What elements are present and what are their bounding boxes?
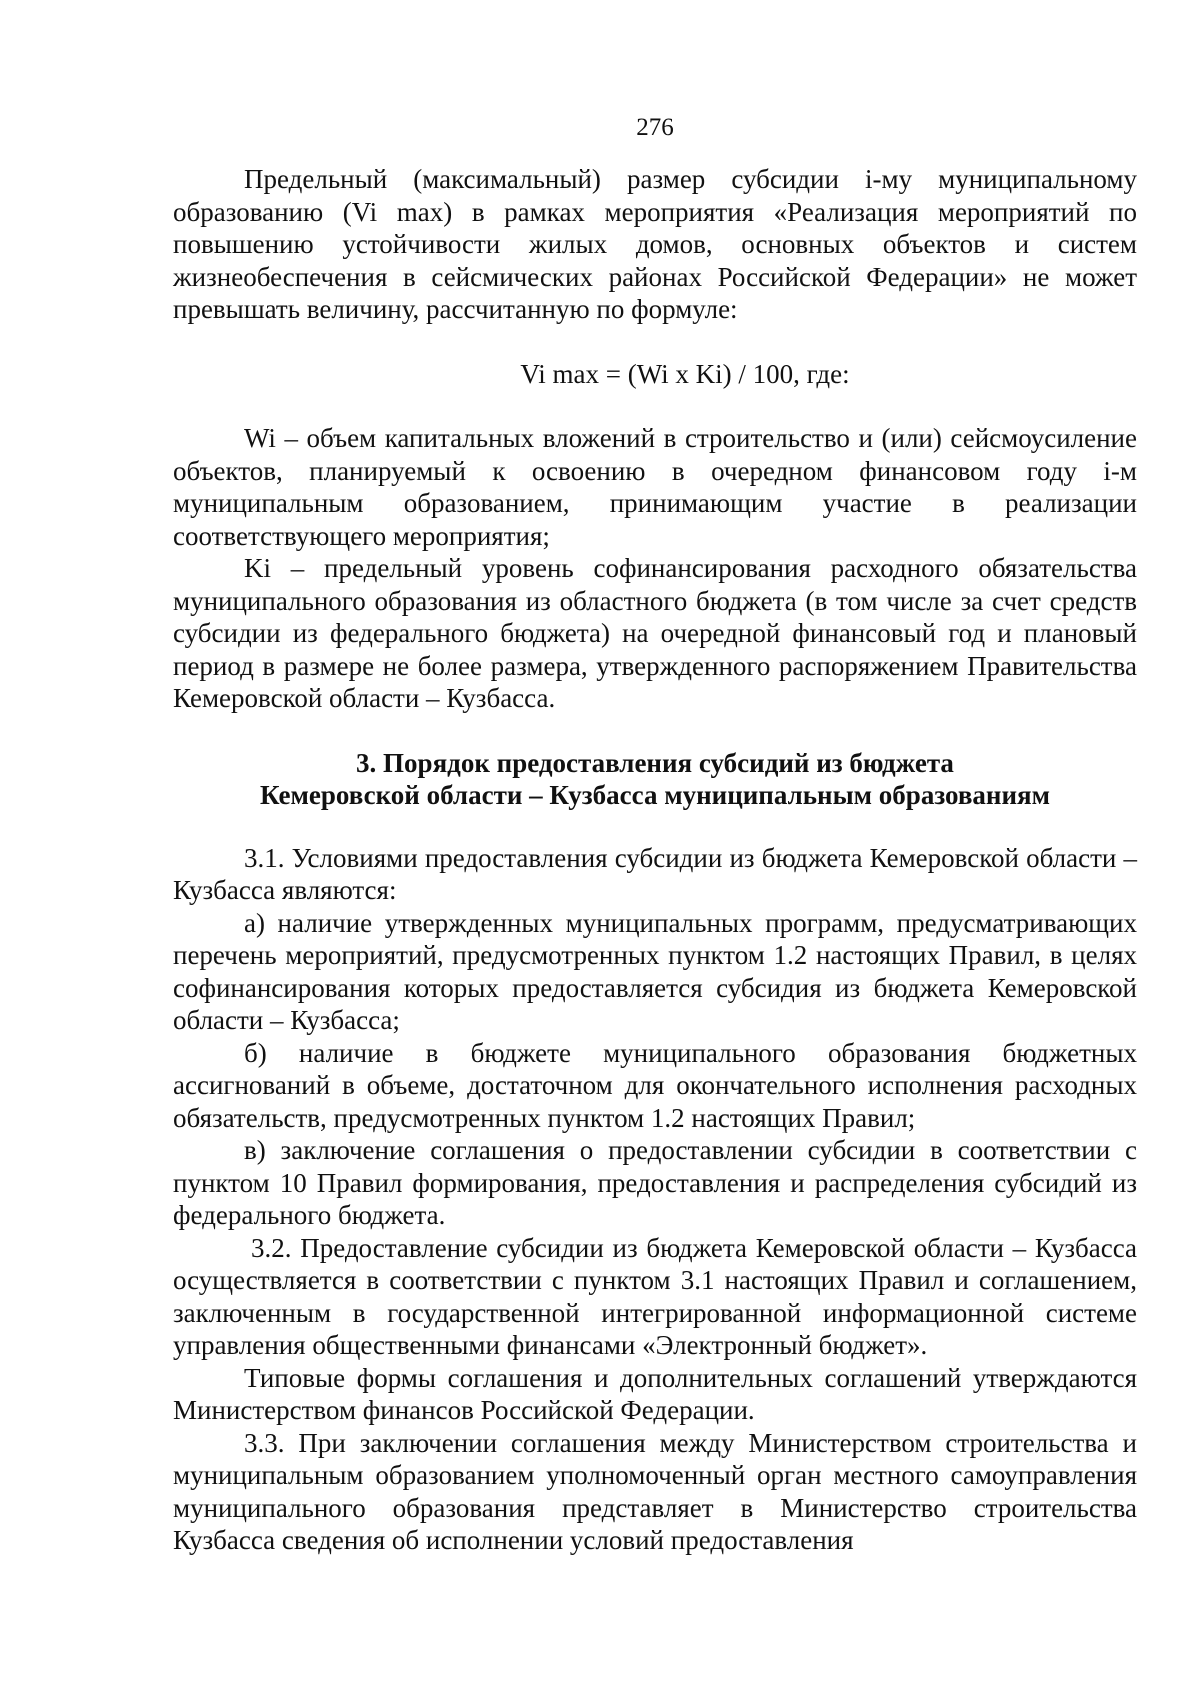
section-heading [173,747,1137,812]
section-heading-line1: 3. Порядок предоставления субсидий из бюджета [356,747,954,778]
clause-3-1-b: б) наличие в бюджете муниципального образования бюджетных ассигнований в объеме, достаточном для окончательного исполнения расходных обязательств, предусмотренных пунктом 1.2 настоящих Правил; [173,1037,1137,1133]
page-number: 276 [636,114,674,141]
clause-3-3: 3.3. При заключении соглашения между Министерством строительства и муниципальным образованием уполномоченный орган местного самоуправления муниципального образования представляет в Министерство строительства Кузбасса сведения об исполнении условий предоставления [173,1427,1137,1555]
document-body [173,163,1137,1557]
clause-3-1-c: в) заключение соглашения о предоставлении субсидии в соответствии с пунктом 10 Правил формирования, предоставления и распределения субсидий из федерального бюджета. [173,1135,1137,1230]
clause-3-1-a: а) наличие утвержденных муниципальных программ, предусматривающих перечень мероприятий, предусмотренных пунктом 1.2 настоящих Правил, в целях софинансирования которых предоставляется субсидия из бюджета Кемеровской области – Кузбасса; [173,907,1137,1035]
intro-paragraph: Предельный (максимальный) размер субсидии i-му муниципальному образованию (Vi max) в рамках мероприятия «Реализация мероприятий по повышению устойчивости жилых домов, основных объектов и систем жизнеобеспечения в сейсмических районах Российской Федерации» не может превышать величину, рассчитанную по формуле: [173,164,1137,324]
definition-ki: Ki – предельный уровень софинансирования расходного обязательства муниципального образования из областного бюджета (в том числе за счет средств субсидии из федерального бюджета) на очередной финансовый год и плановый период в размере не более размера, утвержденного распоряжением Правительства Кемеровской области – Кузбасса. [173,553,1137,713]
clause-3-2: 3.2. Предоставление субсидии из бюджета Кемеровской области – Кузбасса осуществляется в соответствии с пунктом 3.1 настоящих Правил и соглашением, заключенным в государственной интегрированной информационной системе управления общественными финансами «Электронный бюджет». [173,1232,1137,1360]
clause-3-2-forms: Типовые формы соглашения и дополнительных соглашений утверждаются Министерством финансов Российской Федерации. [173,1362,1137,1425]
definition-wi: Wi – объем капитальных вложений в строительство и (или) сейсмоусиление объектов, планируемый к освоению в очередном финансовом году i-м муниципальным образованием, принимающим участие в реализации соответствующего мероприятия; [173,423,1137,551]
clause-3-1: 3.1. Условиями предоставления субсидии из бюджета Кемеровской области – Кузбасса являются: [173,842,1137,905]
formula: Vi max = (Wi x Ki) / 100, где: [520,358,850,389]
section-heading-line2: Кемеровской области – Кузбасса муниципальным образованиям [259,780,1051,810]
